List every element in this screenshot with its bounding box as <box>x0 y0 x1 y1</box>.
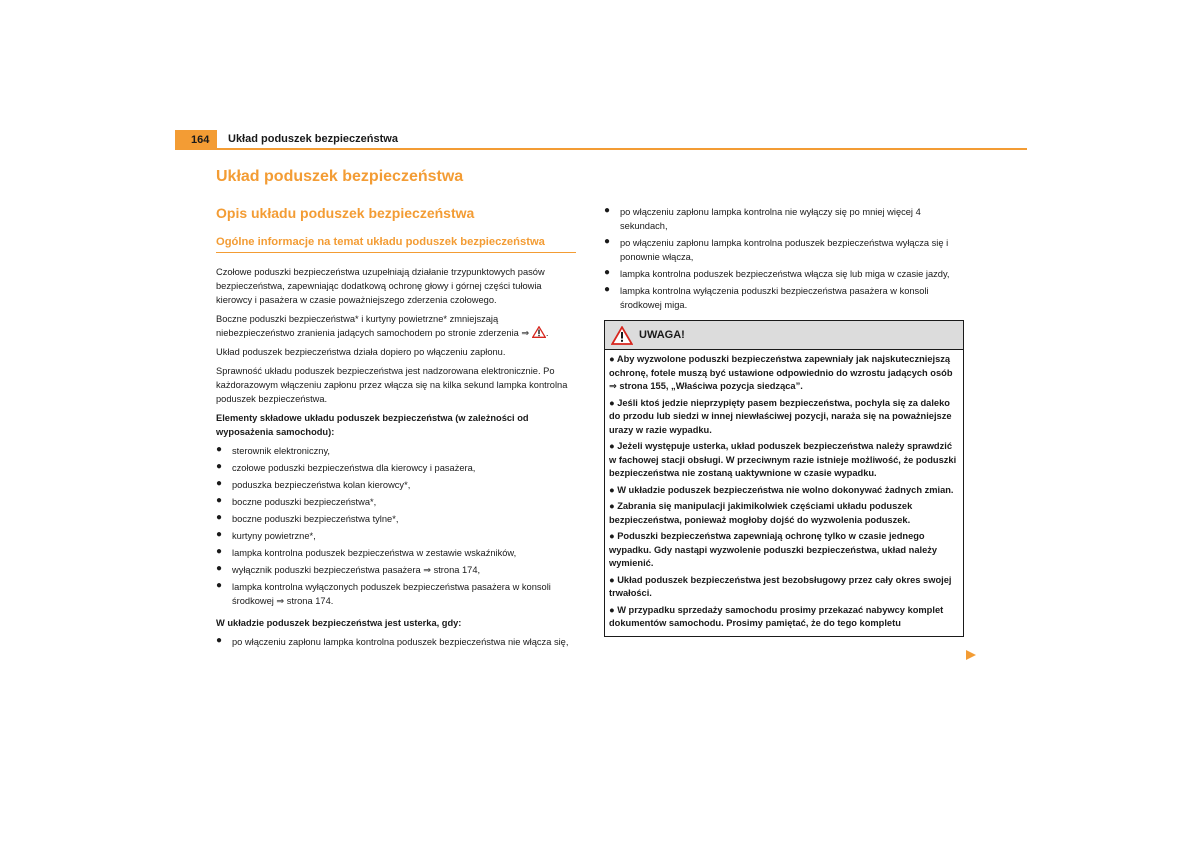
warning-item-text: Jeśli ktoś jedzie nieprzypięty pasem bezpieczeństwa, pochyla się za daleko do przodu lub siedzi w innej niewłaściwej pozycji, naraża się na poważniejsze urazy w razie wypadku. <box>609 397 952 435</box>
bullet-icon: ● <box>216 580 223 591</box>
header-rule <box>175 148 1027 150</box>
page-number: 164 <box>175 130 217 150</box>
components-list <box>216 444 576 608</box>
paragraph-ignition: Układ poduszek bezpieczeństwa działa dopiero po włączeniu zapłonu. <box>216 347 506 357</box>
bullet-icon: ● <box>216 478 223 489</box>
list-item <box>216 546 576 560</box>
list-item <box>604 236 964 264</box>
warning-triangle-icon <box>611 326 633 345</box>
list-item-text: poduszka bezpieczeństwa kolan kierowcy*, <box>232 480 411 490</box>
paragraph-side-airbags <box>216 312 576 340</box>
list-item-text: boczne poduszki bezpieczeństwa tylne*, <box>232 514 399 524</box>
warning-item <box>609 604 959 631</box>
list-item <box>604 267 964 281</box>
warning-body <box>605 350 963 636</box>
paragraph-frontal-airbags: Czołowe poduszki bezpieczeństwa uzupełniają działanie trzypunktowych pasów bezpieczeństwa, zapewniając dodatkową ochronę głowy i górnej części tułowia kierowcy i pasażera w czasie poważniejszego zderzenia czołowego. <box>216 267 545 305</box>
warning-item-text: W przypadku sprzedaży samochodu prosimy przekazać nabywcy komplet dokumentów samochodu. Prosimy pamiętać, że do tego kompletu <box>609 604 944 628</box>
chapter-title: Układ poduszek bezpieczeństwa <box>216 168 464 185</box>
warning-item-text: Układ poduszek bezpieczeństwa jest bezobsługowy przez cały okres swojej trwałości. <box>609 574 952 598</box>
bullet-icon: ● <box>609 441 618 451</box>
running-header: Układ poduszek bezpieczeństwa <box>228 133 398 145</box>
list-item <box>216 444 576 458</box>
bullet-icon: ● <box>604 284 611 295</box>
list-item <box>216 635 576 649</box>
bullet-icon: ● <box>609 354 617 364</box>
list-item-text: lampka kontrolna wyłączonych poduszek bezpieczeństwa pasażera w konsoli środkowej ⇒ strona 174. <box>232 582 551 606</box>
bullet-icon: ● <box>216 546 223 557</box>
warning-item <box>609 353 959 394</box>
bullet-icon: ● <box>216 512 223 523</box>
warning-item <box>609 500 959 527</box>
warning-header <box>605 321 963 350</box>
list-item <box>216 580 576 608</box>
subsection-title: Ogólne informacje na temat układu poduszek bezpieczeństwa <box>216 234 576 253</box>
list-item-text: lampka kontrolna poduszek bezpieczeństwa włącza się lub miga w czasie jazdy, <box>620 269 950 279</box>
warning-item-text: Poduszki bezpieczeństwa zapewniają ochronę tylko w czasie jednego wypadku. Gdy nastąpi wyzwolenie poduszki bezpieczeństwa, układ należy wymienić. <box>609 531 938 568</box>
bullet-icon: ● <box>609 484 618 495</box>
warning-title: UWAGA! <box>639 329 685 341</box>
bullet-icon: ● <box>216 529 223 540</box>
left-column <box>216 203 576 654</box>
list-item <box>216 512 576 526</box>
list-item-text: po włączeniu zapłonu lampka kontrolna poduszek bezpieczeństwa wyłącza się i ponownie włącza, <box>620 238 949 262</box>
paragraph-monitoring: Sprawność układu poduszek bezpieczeństwa jest nadzorowana elektronicznie. Po każdorazowym włączeniu zapłonu przez włącza się na kilka sekund lampka kontrolna poduszek bezpieczeństwa. <box>216 366 568 404</box>
warning-item <box>609 574 959 601</box>
list-item-text: boczne poduszki bezpieczeństwa*, <box>232 497 377 507</box>
warning-item-text: W układzie poduszek bezpieczeństwa nie wolno dokonywać żadnych zmian. <box>617 484 954 495</box>
warning-item <box>609 397 959 438</box>
bullet-icon: ● <box>604 205 611 216</box>
list-item <box>604 205 964 233</box>
warning-item-text: Zabrania się manipulacji jakimikolwiek częściami układu poduszek bezpieczeństwa, ponieważ mogłoby dojść do wyzwolenia poduszek. <box>609 501 913 525</box>
warning-item-text: Aby wyzwolone poduszki bezpieczeństwa zapewniały jak najskuteczniejszą ochronę, fotele muszą być ustawione odpowiednio do wzrostu jadących osób ⇒ strona 155, „Właściwa pozycja siedząca”. <box>609 354 953 391</box>
bullet-icon: ● <box>216 444 223 455</box>
list-item-text: wyłącznik poduszki bezpieczeństwa pasażera ⇒ strona 174, <box>232 565 481 575</box>
list-item <box>216 529 576 543</box>
bullet-icon: ● <box>216 635 223 646</box>
paragraph-side-airbags-text: Boczne poduszki bezpieczeństwa* i kurtyny powietrzne* zmniejszają niebezpieczeństwo zranienia jadących samochodem po stronie zderzenia ⇒ <box>216 314 530 338</box>
right-column <box>604 205 964 637</box>
bullet-icon: ● <box>604 267 611 278</box>
list-item-text: lampka kontrolna poduszek bezpieczeństwa w zestawie wskaźników, <box>232 548 517 558</box>
bullet-icon: ● <box>609 574 618 585</box>
continue-arrow-icon[interactable] <box>966 650 976 660</box>
fault-list-continued <box>604 205 964 312</box>
list-item <box>216 461 576 475</box>
bullet-icon: ● <box>604 236 611 247</box>
warning-item <box>609 440 959 481</box>
list-item <box>604 284 964 312</box>
warning-triangle-icon[interactable] <box>532 326 546 338</box>
list-item-text: po włączeniu zapłonu lampka kontrolna poduszek bezpieczeństwa nie włącza się, <box>232 637 569 647</box>
bullet-icon: ● <box>609 531 618 541</box>
components-heading: Elementy składowe układu poduszek bezpieczeństwa (w zależności od wyposażenia samochodu): <box>216 413 529 437</box>
bullet-icon: ● <box>609 604 618 615</box>
list-item-text: lampka kontrolna wyłączenia poduszki bezpieczeństwa pasażera w konsoli środkowej miga. <box>620 286 929 310</box>
list-item-text: czołowe poduszki bezpieczeństwa dla kierowcy i pasażera, <box>232 463 476 473</box>
fault-heading: W układzie poduszek bezpieczeństwa jest usterka, gdy: <box>216 618 462 628</box>
bullet-icon: ● <box>216 495 223 506</box>
bullet-icon: ● <box>216 461 223 472</box>
bullet-icon: ● <box>609 397 618 408</box>
bullet-icon: ● <box>216 563 223 574</box>
list-item <box>216 563 576 577</box>
fault-list <box>216 635 576 649</box>
warning-box <box>604 320 964 637</box>
list-item <box>216 478 576 492</box>
paragraph-side-airbags-end: . <box>545 328 549 338</box>
section-title: Opis układu poduszek bezpieczeństwa <box>216 205 475 221</box>
warning-item <box>609 530 959 571</box>
list-item <box>216 495 576 509</box>
list-item-text: po włączeniu zapłonu lampka kontrolna nie wyłączy się po mniej więcej 4 sekundach, <box>620 207 921 231</box>
warning-item-text: Jeżeli występuje usterka, układ poduszek bezpieczeństwa należy sprawdzić w fachowej stacji obsługi. W przeciwnym razie istnieje możliwość, że poduszki bezpieczeństwa nie zostaną uaktywnione w czasie wypadku. <box>609 441 957 478</box>
warning-item <box>609 484 959 498</box>
list-item-text: kurtyny powietrzne*, <box>232 531 316 541</box>
bullet-icon: ● <box>609 501 618 511</box>
list-item-text: sterownik elektroniczny, <box>232 446 330 456</box>
